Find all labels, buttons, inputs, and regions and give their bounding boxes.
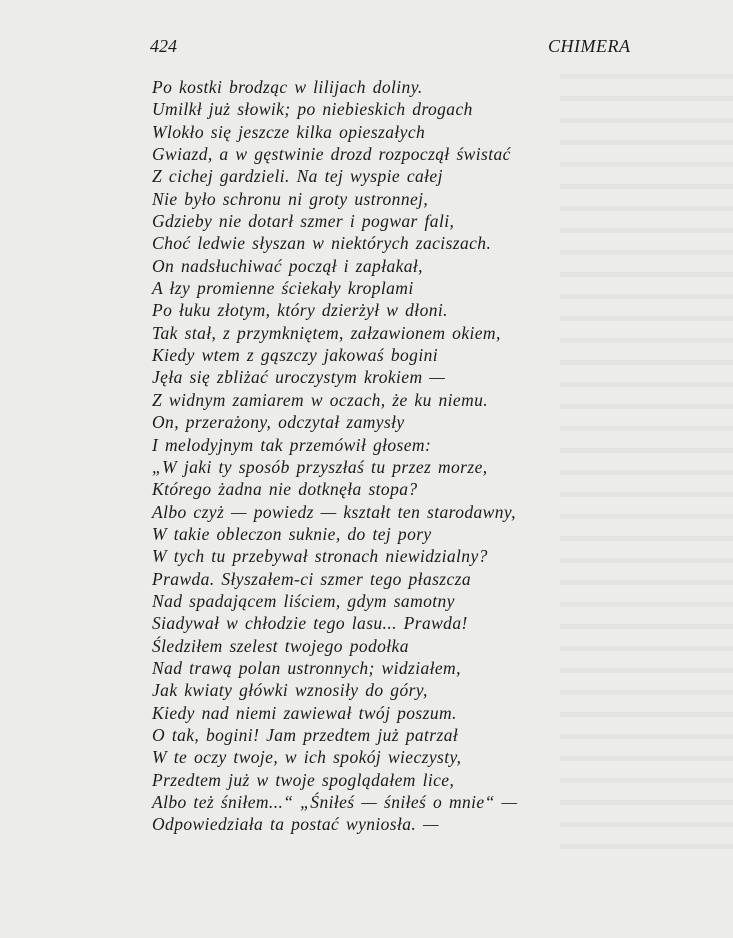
show-through-texture [560, 60, 733, 860]
verse-line: Nad spadającem liściem, gdym samotny [152, 590, 455, 611]
verse-line: Którego żadna nie dotknęła stopa? [152, 479, 418, 500]
verse-line: Kiedy nad niemi zawiewał twój poszum. [152, 702, 457, 723]
verse-line: Prawda. Słyszałem-ci szmer tego płaszcza [152, 568, 472, 589]
running-title: CHIMERA [548, 36, 631, 56]
verse-line: Albo czyż — powiedz — kształt ten starodawny, [152, 501, 516, 522]
verse-line: Z cichej gardzieli. Na tej wyspie całej [152, 166, 443, 187]
verse-line: Po kostki brodząc w lilijach doliny. [152, 77, 423, 97]
verse-line: Umilkł już słowik; po niebieskich drogach [152, 99, 473, 120]
verse-line: A łzy promienne ściekały kroplami [152, 278, 414, 299]
verse-line: Śledziłem szelest twojego podołka [152, 635, 409, 656]
verse-line: W te oczy twoje, w ich spokój wieczysty, [152, 747, 462, 768]
verse-line: Przedtem już w twoje spoglądałem lice, [152, 769, 455, 790]
verse-line: Gwiazd, a w gęstwinie drozd rozpoczął świstać [152, 144, 511, 165]
verse-line: Siadywał w chłodzie tego lasu... Prawda! [152, 613, 468, 634]
verse-line: Odpowiedziała ta postać wyniosła. — [152, 814, 439, 835]
verse-line: Po łuku złotym, który dzierżył w dłoni. [152, 300, 448, 321]
verse-line: W tych tu przebywał stronach niewidzialny? [152, 546, 488, 567]
verse-line: Tak stał, z przymkniętem, załzawionem okiem, [152, 322, 501, 343]
verse-line: Kiedy wtem z gąszczy jakowaś bogini [152, 345, 438, 366]
verse-line: I melodyjnym tak przemówił głosem: [152, 434, 432, 455]
verse-line: O tak, bogini! Jam przedtem już patrzał [152, 724, 459, 745]
verse-line: Jak kwiaty główki wznosiły do góry, [152, 680, 428, 701]
verse-line: Nie było schronu ni groty ustronnej, [152, 188, 429, 209]
verse-line: Jęła się zbliżać uroczystym krokiem — [152, 367, 446, 388]
page-number: 424 [150, 36, 177, 56]
verse-line: On nadsłuchiwać począł i zapłakał, [152, 255, 423, 276]
verse-line: Wlokło się jeszcze kilka opieszałych [152, 121, 426, 142]
verse-line: „W jaki ty sposób przyszłaś tu przez morze, [152, 456, 488, 477]
verse-line: On, przerażony, odczytał zamysły [152, 412, 405, 433]
verse-line: Choć ledwie słyszan w niektórych zaciszach. [152, 233, 492, 254]
verse-line: W takie obleczon suknie, do tej pory [152, 523, 432, 544]
verse-line: Nad trawą polan ustronnych; widziałem, [152, 657, 461, 678]
verse-line: Z widnym zamiarem w oczach, że ku niemu. [152, 389, 489, 410]
verse-line: Gdzieby nie dotarł szmer i pogwar fali, [152, 211, 455, 232]
poem-text [152, 76, 517, 836]
verse-line: Albo też śniłem...“ „Śniłeś — śniłeś o mnie“ — [152, 792, 518, 812]
